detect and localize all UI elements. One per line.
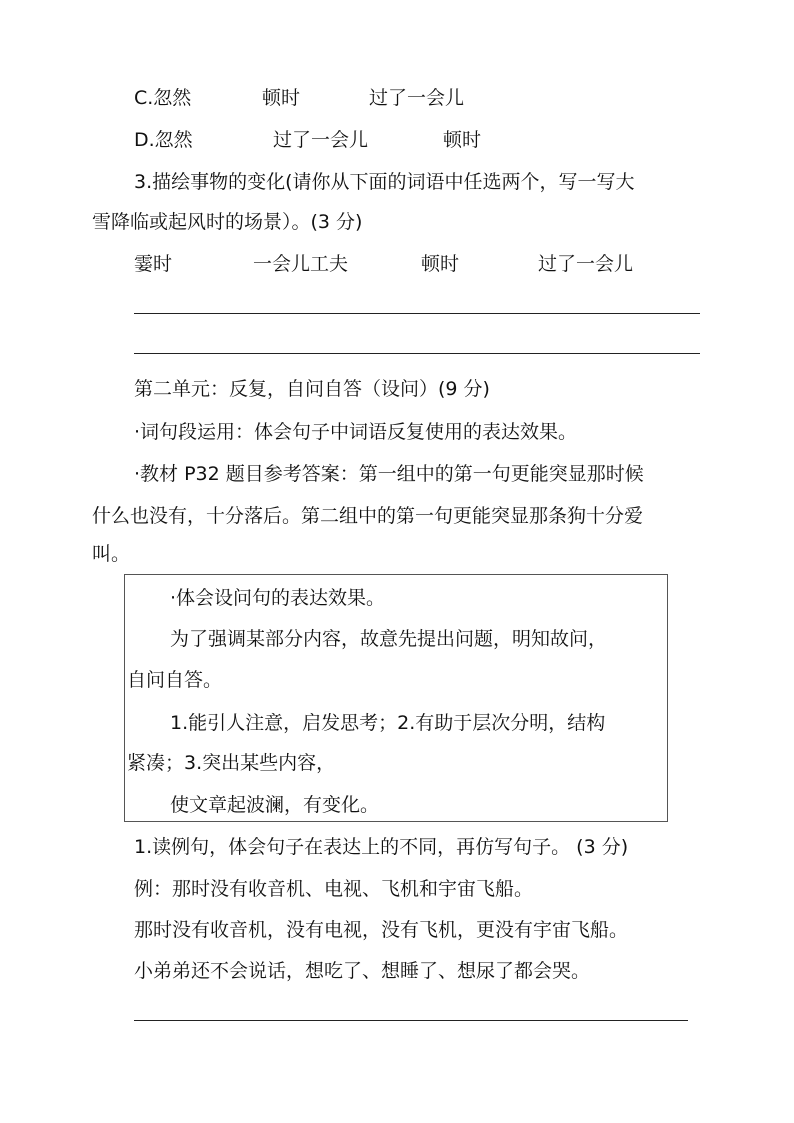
bullet-usage: ·词句段运用：体会句子中词语反复使用的表达效果。 [134, 421, 578, 443]
option-c-word-2: 顿时 [262, 87, 301, 109]
word-choice-3: 顿时 [421, 253, 460, 275]
note-definition-line-2: 自问自答。 [127, 669, 223, 691]
option-c-word-3: 过了一会儿 [369, 87, 465, 109]
bullet-answer-line-1: ·教材 P32 题目参考答案：第一组中的第一句更能突显那时候 [134, 463, 644, 485]
example-rewrite: 那时没有收音机，没有电视，没有飞机，更没有宇宙飞船。 [134, 919, 629, 941]
option-d-label: D.忽然 [134, 129, 193, 151]
word-choice-2: 一会儿工夫 [253, 253, 349, 275]
question-1-prompt: 1.读例句，体会句子在表达上的不同，再仿写句子。 (3 分) [134, 836, 629, 858]
answer-line [134, 353, 700, 354]
rhetorical-question-note-box [124, 574, 668, 822]
note-bullet: ·体会设问句的表达效果。 [170, 587, 386, 609]
bullet-answer-line-2: 什么也没有，十分落后。第二组中的第一句更能突显那条狗十分爱 [92, 505, 644, 527]
option-c-label: C.忽然 [134, 87, 192, 109]
word-choice-4: 过了一会儿 [538, 253, 634, 275]
note-effects-line-1: 1.能引人注意，启发思考；2.有助于层次分明，结构 [170, 712, 606, 734]
note-effects-line-2: 紧凑；3.突出某些内容， [127, 752, 336, 774]
example-sentence: 例：那时没有收音机、电视、飞机和宇宙飞船。 [134, 878, 534, 900]
option-d-word-2: 过了一会儿 [273, 129, 369, 151]
unit-2-heading: 第二单元：反复，自问自答（设问）(9 分) [134, 378, 490, 400]
answer-line [134, 1020, 688, 1021]
question-3-line-2: 雪降临或起风时的场景）。(3 分) [92, 211, 363, 233]
option-d-word-3: 顿时 [443, 129, 482, 151]
bullet-answer-line-3: 叫。 [92, 543, 131, 565]
practice-sentence: 小弟弟还不会说话，想吃了、想睡了、想尿了都会哭。 [134, 960, 591, 982]
question-3-line-1: 3.描绘事物的变化(请你从下面的词语中任选两个，写一写大 [134, 171, 635, 193]
note-effects-line-3: 使文章起波澜，有变化。 [170, 794, 380, 816]
word-choice-1: 霎时 [134, 253, 173, 275]
note-definition-line-1: 为了强调某部分内容，故意先提出问题，明知故问， [170, 628, 608, 650]
answer-line [134, 313, 700, 314]
